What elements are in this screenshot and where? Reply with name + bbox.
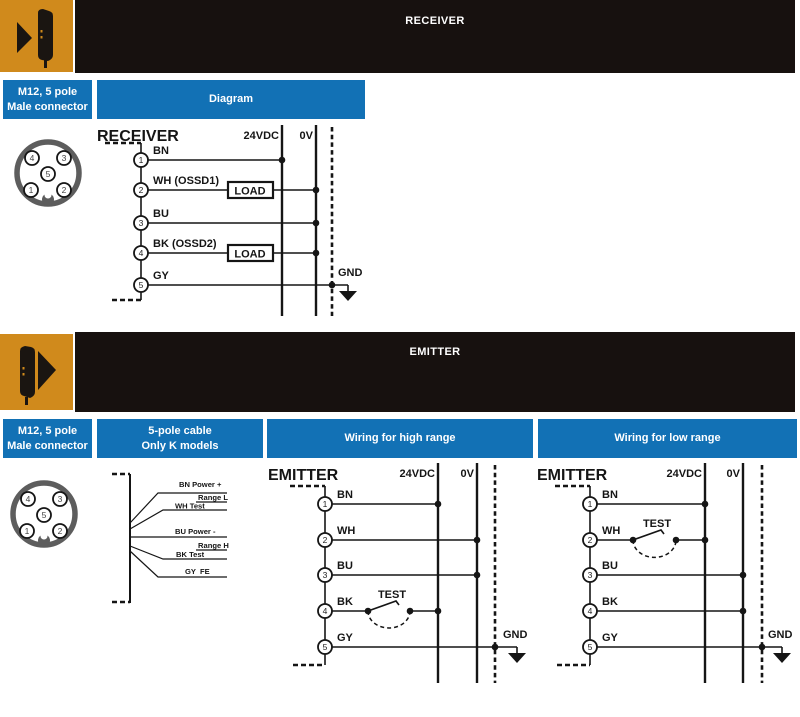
load-label: LOAD xyxy=(234,248,266,261)
svg-text:3: 3 xyxy=(322,570,328,580)
emitter-connector-header xyxy=(3,419,92,458)
emitter-high-range-header xyxy=(267,419,533,458)
wire-labels xyxy=(153,145,219,282)
emitter-icon-tile xyxy=(0,334,73,410)
svg-text:1: 1 xyxy=(138,155,144,165)
wire-labels xyxy=(337,489,355,644)
wire-labels xyxy=(602,489,620,644)
svg-text:4: 4 xyxy=(587,606,593,616)
header-line: Diagram xyxy=(208,93,254,106)
receiver-diagram-header xyxy=(97,80,365,119)
bn-power-label: BN Power + xyxy=(179,480,222,489)
svg-text:4: 4 xyxy=(322,606,328,616)
rails xyxy=(438,463,495,683)
svg-text:BU: BU xyxy=(602,560,618,572)
diagram-title: EMITTER xyxy=(537,467,608,484)
svg-text:GY: GY xyxy=(602,632,618,644)
svg-text:GY: GY xyxy=(153,270,169,282)
cable-trunk xyxy=(112,474,130,603)
wires xyxy=(597,504,782,647)
test-switch xyxy=(365,601,414,628)
pin-4-number: 4 xyxy=(29,153,35,163)
bk-test-label: BK Test xyxy=(176,550,205,559)
svg-text:BN: BN xyxy=(153,145,169,157)
receiver-wiring-diagram xyxy=(90,120,380,330)
range-l-label: Range L xyxy=(198,493,228,502)
cable-wire-labels xyxy=(175,480,229,576)
svg-text:WH (OSSD1): WH (OSSD1) xyxy=(153,175,219,187)
svg-text:1: 1 xyxy=(322,499,328,509)
svg-text:BN: BN xyxy=(337,489,353,501)
test-switch xyxy=(630,530,680,557)
svg-text:BK: BK xyxy=(602,596,618,608)
sensor-bar-icon xyxy=(38,9,53,68)
header-line: Wiring for low range xyxy=(614,432,721,445)
bu-power-label: BU Power - xyxy=(175,527,216,536)
svg-text:BU: BU xyxy=(153,208,169,220)
pin-2-number: 2 xyxy=(61,185,67,195)
receiver-banner-label: RECEIVER xyxy=(405,15,465,27)
rail-0v-label: 0V xyxy=(460,468,474,480)
svg-text:2: 2 xyxy=(322,535,328,545)
svg-text:BK: BK xyxy=(337,596,353,608)
sensor-bar-icon xyxy=(20,346,35,405)
svg-text:3: 3 xyxy=(138,218,144,228)
svg-text:WH: WH xyxy=(337,525,356,537)
svg-text:BK (OSSD2): BK (OSSD2) xyxy=(153,238,217,250)
test-label: TEST xyxy=(377,589,407,601)
emitter-high-wiring-diagram xyxy=(265,455,535,687)
pin-1-number: 1 xyxy=(28,185,34,195)
receiver-sensor-icon xyxy=(0,0,73,73)
header-line: Male connector xyxy=(7,439,88,452)
rail-24vdc-label: 24VDC xyxy=(666,468,702,480)
wires xyxy=(332,504,517,647)
header-line: M12, 5 pole xyxy=(17,425,78,438)
header-line: Wiring for high range xyxy=(344,432,456,445)
pin-3-number: 3 xyxy=(57,494,63,504)
svg-text:2: 2 xyxy=(138,185,144,195)
load-label: LOAD xyxy=(234,185,266,198)
header-line: Only K models xyxy=(141,439,219,452)
svg-text:1: 1 xyxy=(587,499,593,509)
svg-text:GY: GY xyxy=(337,632,353,644)
ground-symbol xyxy=(773,647,791,663)
svg-text:2: 2 xyxy=(587,535,593,545)
diagram-title: EMITTER xyxy=(268,467,339,484)
ground-symbol xyxy=(339,285,357,301)
svg-text:5: 5 xyxy=(138,280,144,290)
svg-text:5: 5 xyxy=(587,642,593,652)
fe-label: FE xyxy=(200,567,210,576)
pin-5-number: 5 xyxy=(45,169,51,179)
emitter-banner xyxy=(75,332,795,412)
rails xyxy=(705,463,762,683)
receiver-icon-tile xyxy=(0,0,73,72)
rail-24vdc-label: 24VDC xyxy=(243,130,279,142)
gnd-label: GND xyxy=(503,629,528,641)
receiver-banner xyxy=(75,0,795,73)
svg-text:3: 3 xyxy=(587,570,593,580)
pin-5-number: 5 xyxy=(41,510,47,520)
beam-out-triangle-icon xyxy=(38,351,56,390)
header-line: Male connector xyxy=(7,100,88,113)
rail-24vdc-label: 24VDC xyxy=(399,468,435,480)
receiver-connector-header xyxy=(3,80,92,119)
svg-text:BU: BU xyxy=(337,560,353,572)
rail-0v-label: 0V xyxy=(299,130,313,142)
emitter-low-range-header xyxy=(538,419,797,458)
pin-1-number: 1 xyxy=(24,526,30,536)
pin-3-number: 3 xyxy=(61,153,67,163)
test-label: TEST xyxy=(642,518,672,530)
emitter-cable-header xyxy=(97,419,263,458)
rail-0v-label: 0V xyxy=(726,468,740,480)
svg-text:5: 5 xyxy=(322,642,328,652)
receiver-m12-connector xyxy=(8,133,88,213)
range-h-label: Range H xyxy=(198,541,229,550)
svg-text:WH: WH xyxy=(602,525,621,537)
svg-text:4: 4 xyxy=(138,248,144,258)
pin-2-number: 2 xyxy=(57,526,63,536)
pin-4-number: 4 xyxy=(25,494,31,504)
gnd-label: GND xyxy=(768,629,793,641)
emitter-banner-label: EMITTER xyxy=(409,346,461,358)
rails xyxy=(282,125,332,316)
header-line: 5-pole cable xyxy=(148,425,212,438)
gy-label: GY xyxy=(185,567,196,576)
svg-text:BN: BN xyxy=(602,489,618,501)
wh-test-label: WH Test xyxy=(175,501,205,511)
gnd-label: GND xyxy=(338,267,363,279)
header-line: M12, 5 pole xyxy=(17,86,78,99)
ground-symbol xyxy=(508,647,526,663)
emitter-low-wiring-diagram xyxy=(535,455,800,687)
cable-fanout-diagram xyxy=(100,460,270,610)
emitter-sensor-icon xyxy=(0,334,73,410)
diagram-title: RECEIVER xyxy=(97,128,179,145)
emitter-m12-connector xyxy=(4,474,84,554)
beam-in-triangle-icon xyxy=(17,22,32,53)
